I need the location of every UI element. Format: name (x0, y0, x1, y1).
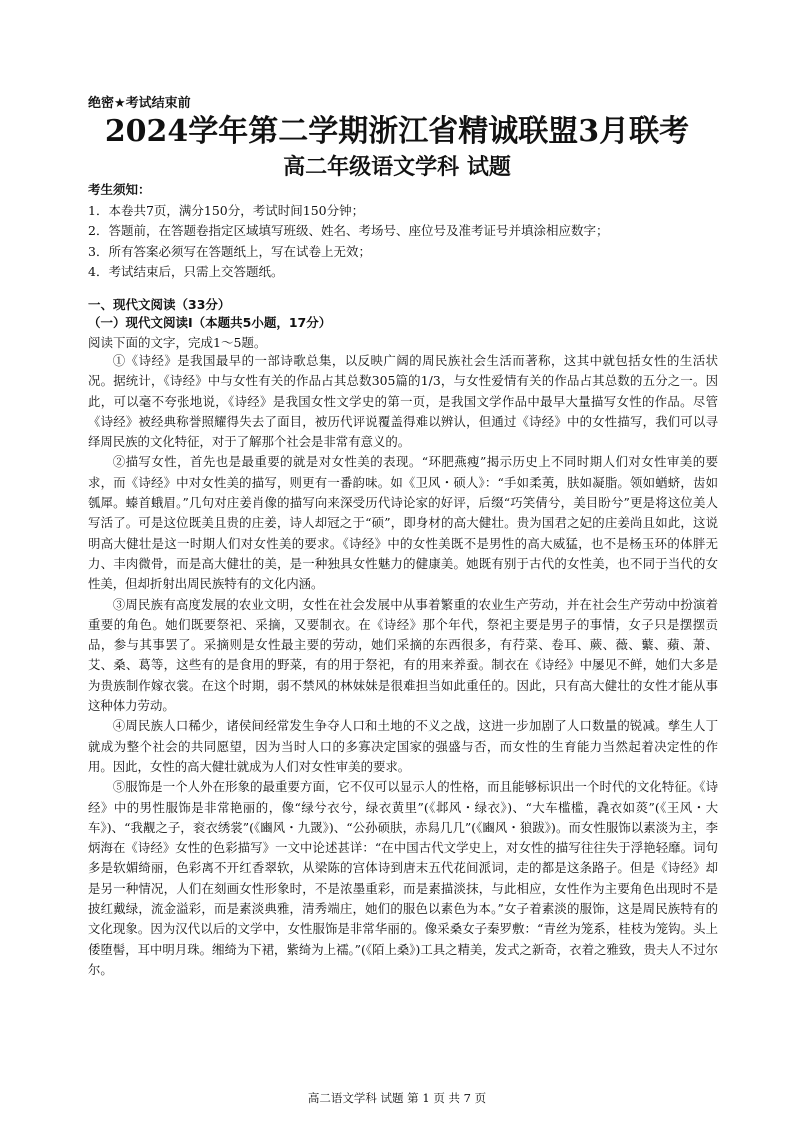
candidate-notes (88, 180, 728, 283)
confidential-label: 绝密★考试结束前 (88, 96, 191, 111)
subsection-heading: （一）现代文阅读Ⅰ（本题共5小题，17分） (88, 315, 332, 330)
passage-paragraph: ②描写女性，首先也是最重要的就是对女性美的表现。“环肥燕瘦”揭示历史上不同时期人们对女性审美的要求，而《诗经》中对女性美的描写，则更有一番韵味。如《卫风・硕人》：“手如柔荑，肤如凝脂。领如蝤蛴，齿如瓠犀。螓首蛾眉。”几句对庄姜肖像的描写向来深受历代诗论家的好评，后缀“巧笑倩兮，美目盼兮”更是将这位美人写活了。可是这位既美且贵的庄姜，诗人却冠之于“硕”，即身材的高大健壮。贵为国君之妃的庄姜尚且如此，这说明高大健壮是这一时期人们对女性美的要求。《诗经》中的女性美既不是男性的高大威猛，也不是杨玉环的体胖无力、丰肉微骨，而是高大健壮的美，是一种独具女性魅力的健康美。她既有别于古代的女性美，也不同于当代的女性美，但却折射出周民族特有的文化内涵。 (88, 454, 718, 592)
passage-paragraph: ①《诗经》是我国最早的一部诗歌总集，以反映广阔的周民族社会生活而著称，这其中就包括女性的生活状况。据统计，《诗经》中与女性有关的作品占其总数305篇的1/3，与女性爱情有关的作品占其总数的五分之一。因此，可以毫不夸张地说，《诗经》是我国女性文学史的第一页，是我国文学作品中最早大量描写女性的作品。尽管《诗经》被经典称誉照耀得失去了面目，被历代评说覆盖得难以辨认，但通过《诗经》中的女性描写，我们可以寻绎周民族的文化特征，对于了解那个社会是非常有意义的。 (88, 353, 718, 450)
passage-paragraph: ④周民族人口稀少，诸侯间经常发生争夺人口和土地的不义之战，这进一步加剧了人口数量的锐减。孳生人丁就成为整个社会的共同愿望，因为当时人口的多寡决定国家的强盛与否，而女性的生育能力当然起着决定性的作用。因此，女性的高大健壮就成为人们对女性审美的要求。 (88, 718, 718, 774)
reading-instruction: 阅读下面的文字，完成1～5题。 (88, 335, 267, 350)
reading-passage (88, 351, 718, 980)
section-heading: 一、现代文阅读（33分） (88, 297, 231, 312)
notes-item: 4．考试结束后，只需上交答题纸。 (88, 264, 284, 279)
passage-paragraph: ⑤服饰是一个人外在形象的最重要方面，它不仅可以显示人的性格，而且能够标识出一个时代的文化特征。《诗经》中的男性服饰是非常艳丽的，像“绿兮衣兮，绿衣黄里”(《邶风・绿衣》)、“大车槛槛，毳衣如菼”(《王风・大车》)、“我觏之子，衮衣绣裳”(《豳风・九罭》)、“公孙硕肤，赤舄几几”(《豳风・狼跋》)。而女性服饰以素淡为主，李炳海在《诗经》女性的色彩描写》一文中论述甚详：“在中国古代文学史上，对女性的描写往往失于浮艳轻靡。词句多是软媚绮丽，色彩离不开红香翠软，从梁陈的宫体诗到唐末五代花间派词，走的都是这条路子。但是《诗经》却是另一种情况，人们在刻画女性形象时，不是浓墨重彩，而是素描淡抹，与此相应，女性作为主要角色出现时不是披红戴绿，流金溢彩，而是素淡典雅，清秀端庄，她们的服色以素色为本。”女子着素淡的服饰，这是周民族特有的文化现象。因为汉代以后的文学中，女性服饰是非常华丽的。像采桑女子秦罗敷：“青丝为笼系，桂枝为笼钩。头上倭堕髻，耳中明月珠。缃绮为下裙，紫绮为上襦。”(《陌上桑》)工具之精美，发式之新奇，衣着之雅致，贵夫人不过尔尔。 (88, 779, 718, 977)
notes-heading: 考生须知： (88, 182, 151, 197)
page-footer: 高二语文学科 试题 第 1 页 共 7 页 (307, 1091, 487, 1105)
exam-subtitle: 高二年级语文学科 试题 (283, 154, 511, 180)
notes-item: 3．所有答案必须写在答题纸上，写在试卷上无效； (88, 243, 371, 259)
notes-item: 2．答题前，在答题卷指定区域填写班级、姓名、考场号、座位号及准考证号并填涂相应数字； (88, 223, 609, 238)
exam-title: 2024学年第二学期浙江省精诚联盟3月联考 (104, 114, 690, 149)
passage-paragraph: ③周民族有高度发展的农业文明，女性在社会发展中从事着繁重的农业生产劳动，并在社会生产劳动中扮演着重要的角色。她们既要祭祀、采摘，又要制衣。在《诗经》那个年代，祭祀主要是男子的事情，女子只是摆摆贡品，参与其事罢了。采摘则是女性最主要的劳动，她们采摘的东西很多，有荇菜、卷耳、蕨、薇、蘩、蘋、萧、艾、桑、葛等，这些有的是食用的野菜，有的用于祭祀，有的用来养蚕。制衣在《诗经》中屡见不鲜，她们大多是为贵族制作嫁衣裳。在这个时期，弱不禁风的林妹妹是很难担当如此重任的。因此，只有高大健壮的女性才能从事这种体力劳动。 (88, 596, 718, 714)
notes-item: 1．本卷共7页，满分150分，考试时间150分钟； (88, 202, 365, 218)
